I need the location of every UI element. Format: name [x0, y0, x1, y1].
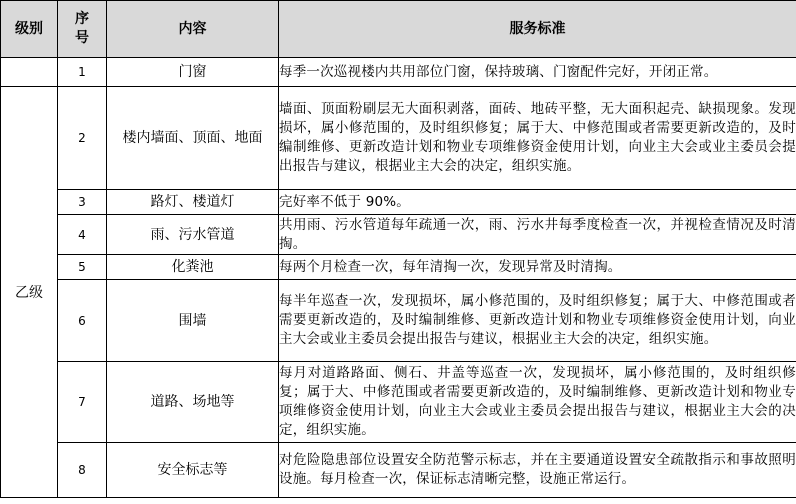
table-row	[1, 362, 796, 443]
header-standard: 服务标准	[279, 1, 796, 58]
row-standard: 共用雨、污水管道每年疏通一次，雨、污水井每季度检查一次，并视检查情况及时清掏。	[279, 215, 796, 255]
row-content: 路灯、楼道灯	[107, 190, 279, 215]
row-content: 门窗	[107, 58, 279, 87]
row-standard: 每半年巡查一次，发现损坏，属小修范围的，及时组织修复；属于大、中修范围或者需要更新改造的，及时编制维修、更新改造计划和物业专项维修资金使用计划，向业主大会或业主委员会提出报告与建议，根据业主大会的决定，组织实施。	[279, 280, 796, 362]
level-cell: 乙级	[1, 87, 58, 498]
row-standard: 每两个月检查一次，每年清掏一次，发现异常及时清掏。	[279, 255, 796, 280]
table-row	[1, 443, 796, 498]
row-number: 7	[58, 362, 107, 443]
row-number: 2	[58, 87, 107, 190]
header-content: 内容	[107, 1, 279, 58]
row-content: 化粪池	[107, 255, 279, 280]
row-content: 道路、场地等	[107, 362, 279, 443]
header-seq	[58, 1, 107, 58]
row-standard: 完好率不低于 90%。	[279, 190, 796, 215]
level-cell-blank	[1, 58, 58, 87]
table-row	[1, 87, 796, 190]
row-number: 6	[58, 280, 107, 362]
table-row	[1, 255, 796, 280]
table-header-row	[1, 1, 796, 58]
row-number: 8	[58, 443, 107, 498]
row-number: 1	[58, 58, 107, 87]
row-standard: 每季一次巡视楼内共用部位门窗，保持玻璃、门窗配件完好，开闭正常。	[279, 58, 796, 87]
table-row	[1, 58, 796, 87]
row-number: 3	[58, 190, 107, 215]
table-row	[1, 215, 796, 255]
row-number: 5	[58, 255, 107, 280]
row-standard: 墙面、顶面粉刷层无大面积剥落，面砖、地砖平整，无大面积起壳、缺损现象。发现损坏，属小修范围的，及时组织修复；属于大、中修范围或者需要更新改造的，及时编制维修、更新改造计划和物业专项维修资金使用计划，向业主大会或业主委员会提出报告与建议，根据业主大会的决定，组织实施。	[279, 87, 796, 190]
table-row	[1, 280, 796, 362]
row-standard: 每月对道路路面、侧石、井盖等巡查一次，发现损坏，属小修范围的，及时组织修复；属于大、中修范围或者需要更新改造的，及时编制维修、更新改造计划和物业专项维修资金使用计划，向业主大会或业主委员会提出报告与建议，根据业主大会的决定，组织实施。	[279, 362, 796, 443]
header-level: 级别	[1, 1, 58, 58]
row-number: 4	[58, 215, 107, 255]
header-seq-text: 序号	[75, 11, 89, 46]
row-content: 雨、污水管道	[107, 215, 279, 255]
row-content: 楼内墙面、顶面、地面	[107, 87, 279, 190]
table-row	[1, 190, 796, 215]
row-content: 围墙	[107, 280, 279, 362]
row-standard: 对危险隐患部位设置安全防范警示标志，并在主要通道设置安全疏散指示和事故照明设施。每月检查一次，保证标志清晰完整，设施正常运行。	[279, 443, 796, 498]
row-content: 安全标志等	[107, 443, 279, 498]
